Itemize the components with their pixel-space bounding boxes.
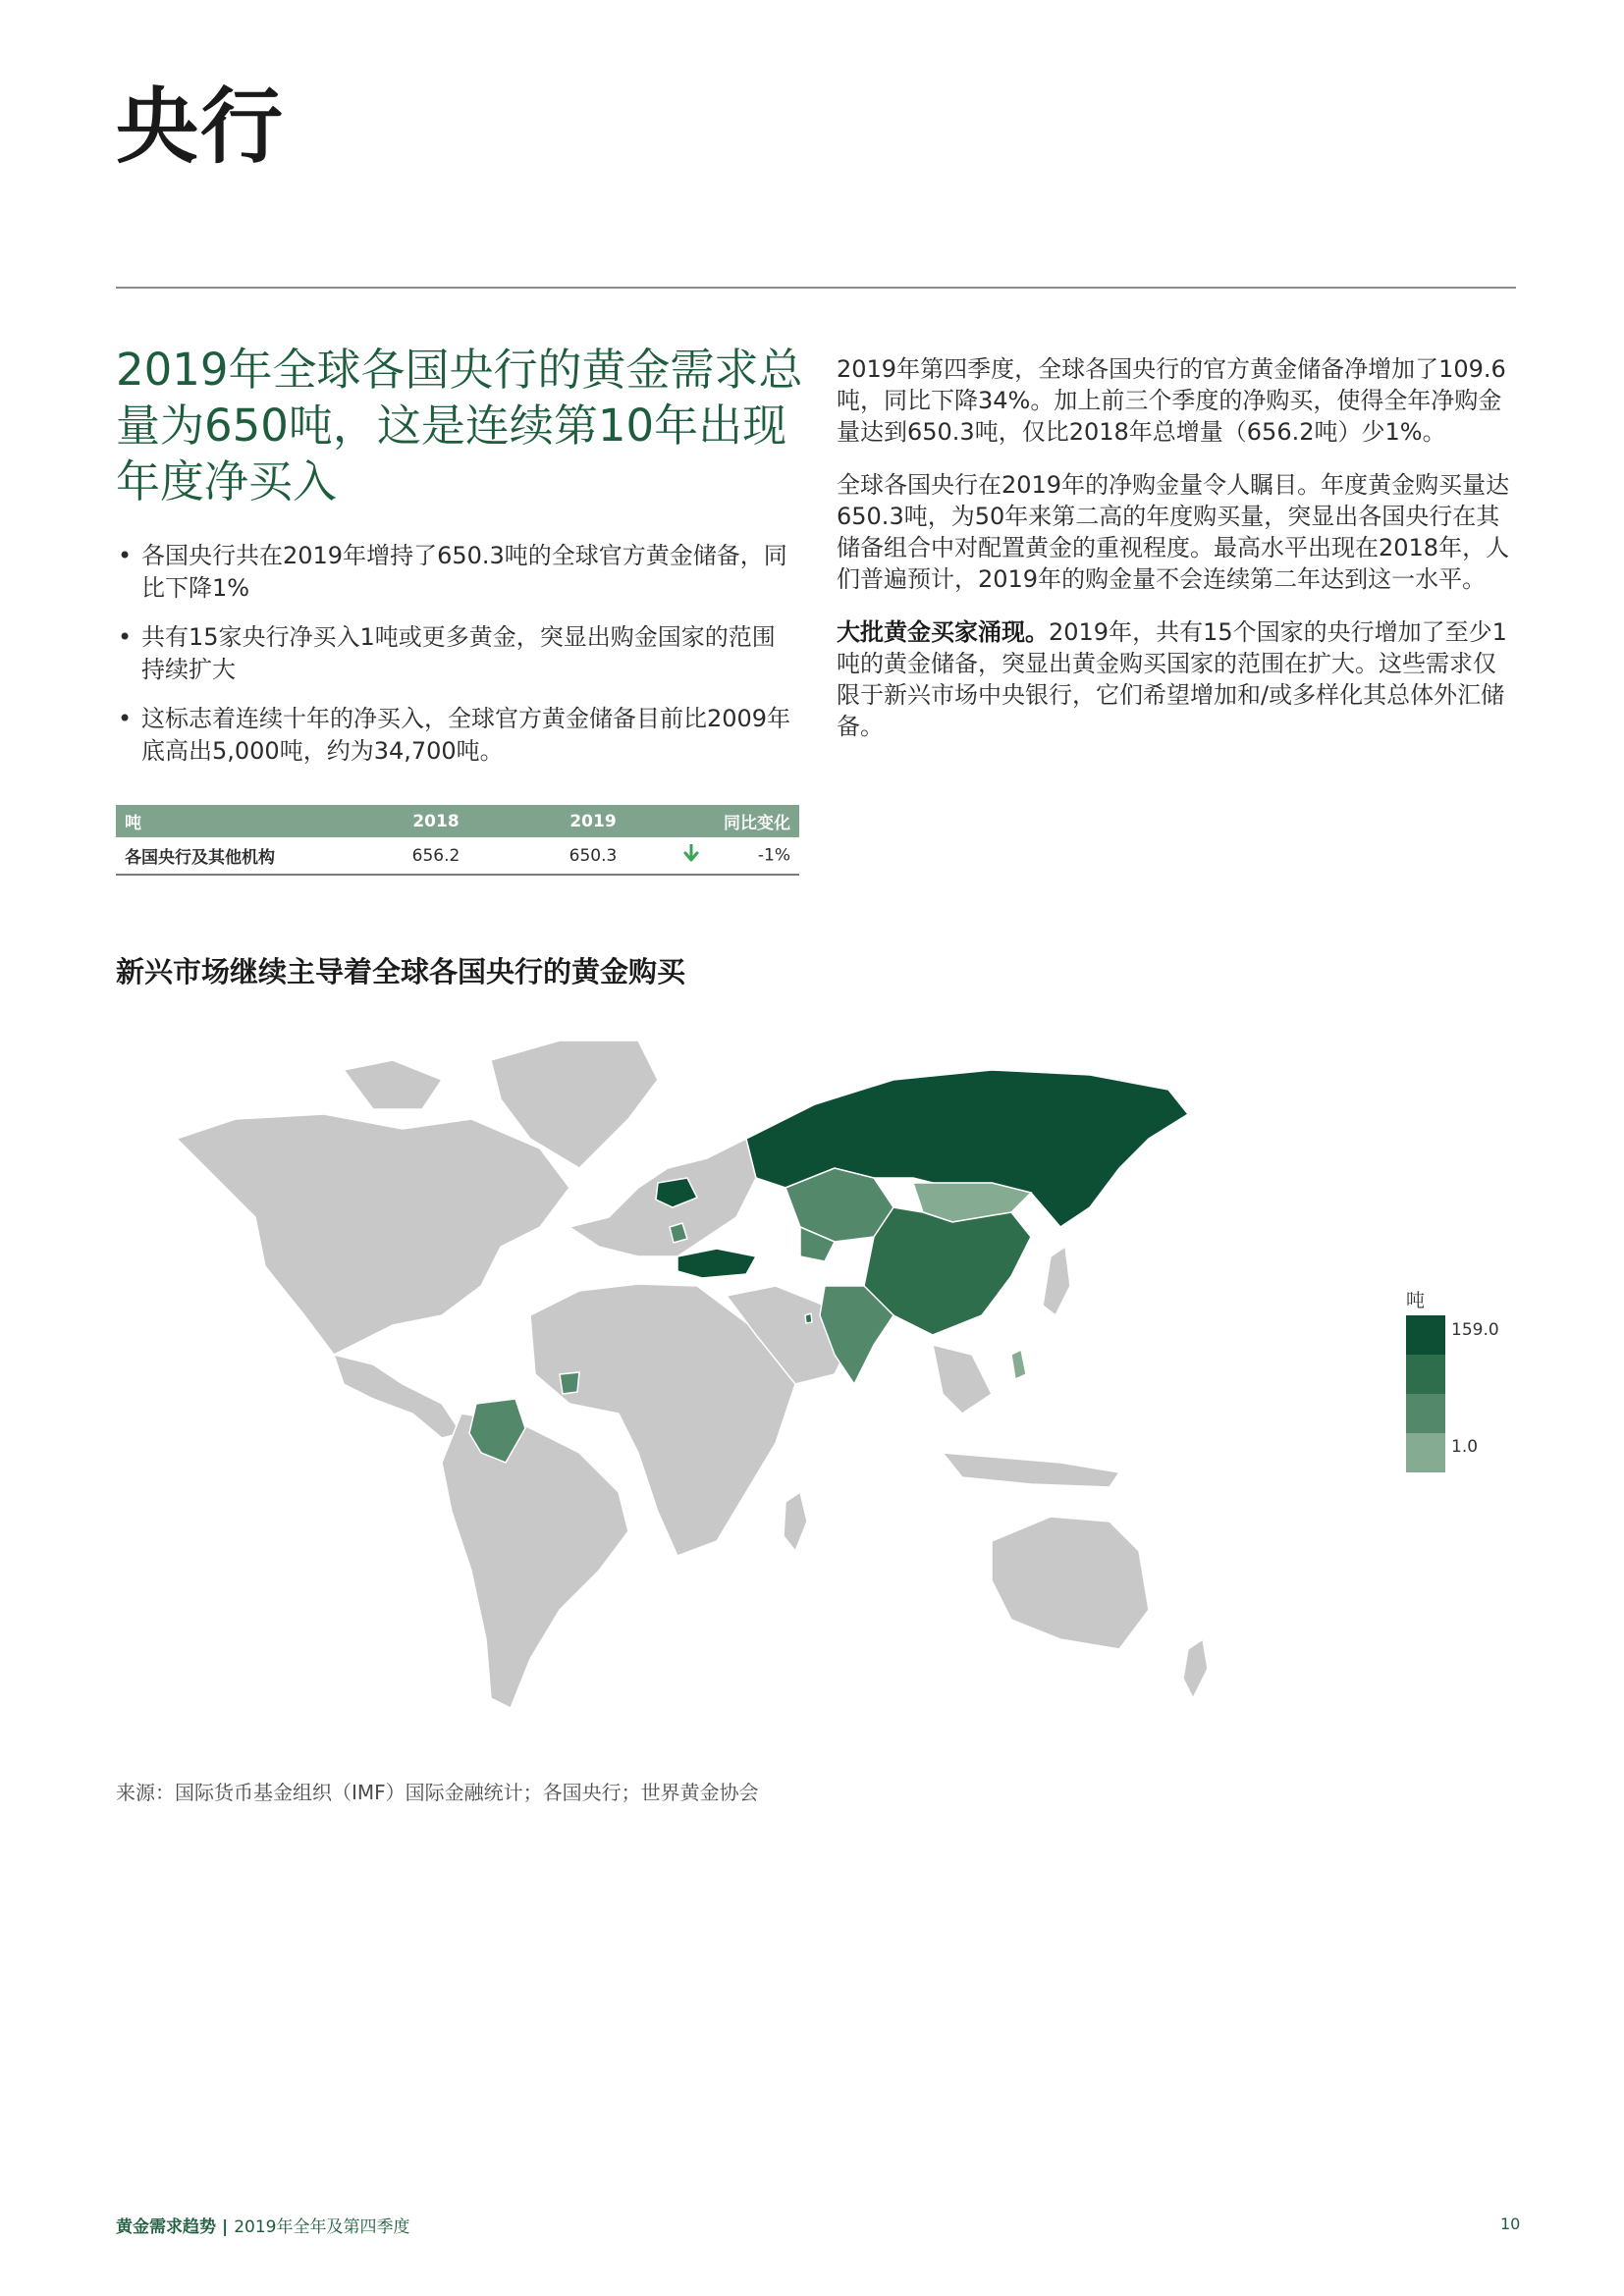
- value-2019: 650.3: [514, 837, 672, 875]
- paragraph-lead: 大批黄金买家涌现。: [837, 618, 1049, 646]
- map-arctic-islands: [344, 1060, 442, 1109]
- key-point: • 这标志着连续十年的净买入，全球官方黄金储备目前比2009年底高出5,000吨，约为34,700吨。: [116, 703, 793, 768]
- legend-max-label: 159.0: [1451, 1320, 1499, 1340]
- legend-swatch-3: [1406, 1355, 1445, 1394]
- map-central-america: [334, 1355, 461, 1438]
- map-title: 新兴市场继续主导着全球各国央行的黄金购买: [116, 955, 686, 988]
- col-header-unit: 吨: [116, 805, 357, 837]
- col-header-2018: 2018: [357, 805, 514, 837]
- map-australia: [992, 1517, 1149, 1649]
- map-southeast-asia: [933, 1345, 992, 1414]
- key-points-list: [116, 540, 793, 784]
- table-header-row: [116, 805, 799, 837]
- map-philippines: [1011, 1350, 1026, 1379]
- change-cell: [672, 837, 799, 875]
- legend-swatch-1: [1406, 1433, 1445, 1472]
- map-new-zealand: [1183, 1639, 1208, 1698]
- map-turkey: [677, 1249, 756, 1278]
- page-number: 10: [1500, 2215, 1521, 2233]
- summary-table: [116, 805, 799, 876]
- headline: 2019年全球各国央行的黄金需求总量为650吨，这是连续第10年出现年度净买入: [116, 344, 803, 507]
- row-label: 各国央行及其他机构: [116, 837, 357, 875]
- map-south-america: [442, 1414, 628, 1708]
- key-point: • 共有15家央行净买入1吨或更多黄金，突显出购金国家的范围持续扩大: [116, 621, 793, 686]
- col-header-change: 同比变化: [672, 805, 799, 837]
- down-arrow-icon: [683, 844, 699, 867]
- map-north-america: [177, 1114, 569, 1355]
- section-divider: [116, 287, 1516, 289]
- world-map: [147, 1021, 1512, 1728]
- legend-min-label: 1.0: [1451, 1437, 1479, 1457]
- body-text: [837, 353, 1518, 764]
- map-madagascar: [784, 1492, 807, 1551]
- map-qatar: [805, 1313, 812, 1323]
- paragraph-buyers: [837, 616, 1518, 742]
- source-note: 来源：国际货币基金组织（IMF）国际金融统计；各国央行；世界黄金协会: [116, 1781, 759, 1804]
- footer-publication: [116, 2213, 409, 2237]
- value-2018: 656.2: [357, 837, 514, 875]
- footer-period: 2019年全年及第四季度: [234, 2217, 410, 2237]
- paragraph-buyers-text: 2019年，共有15个国家的央行增加了至少1吨的黄金储备，突显出黄金购买国家的范围在扩大。这些需求仅限于新兴市场中央银行，它们希望增加和/或多样化其总体外汇储备。: [837, 618, 1507, 740]
- key-point: • 各国央行共在2019年增持了650.3吨的全球官方黄金储备，同比下降1%: [116, 540, 793, 605]
- map-ghana: [560, 1372, 579, 1394]
- section-title: 央行: [116, 79, 286, 175]
- table-row: [116, 837, 799, 875]
- footer-separator: |: [222, 2217, 229, 2237]
- legend-title: 吨: [1406, 1290, 1426, 1311]
- map-indonesia: [943, 1453, 1119, 1487]
- map-japan: [1043, 1247, 1070, 1315]
- footer-title: 黄金需求趋势: [116, 2217, 216, 2237]
- paragraph-q4: 2019年第四季度，全球各国央行的官方黄金储备净增加了109.6吨，同比下降34%。加上前三个季度的净购买，使得全年净购金量达到650.3吨，仅比2018年总增量（656.2吨）少1%。: [837, 355, 1506, 446]
- col-header-2019: 2019: [514, 805, 672, 837]
- paragraph-annual: 全球各国央行在2019年的净购金量令人瞩目。年度黄金购买量达650.3吨，为50年来第二高的年度购买量，突显出各国央行在其储备组合中对配置黄金的重视程度。最高水平出现在2018年，人们普遍预计，2019年的购金量不会连续第二年达到这一水平。: [837, 471, 1510, 593]
- legend-swatch-2: [1406, 1394, 1445, 1433]
- change-value: -1%: [757, 845, 790, 866]
- legend-swatch-4: [1406, 1315, 1445, 1355]
